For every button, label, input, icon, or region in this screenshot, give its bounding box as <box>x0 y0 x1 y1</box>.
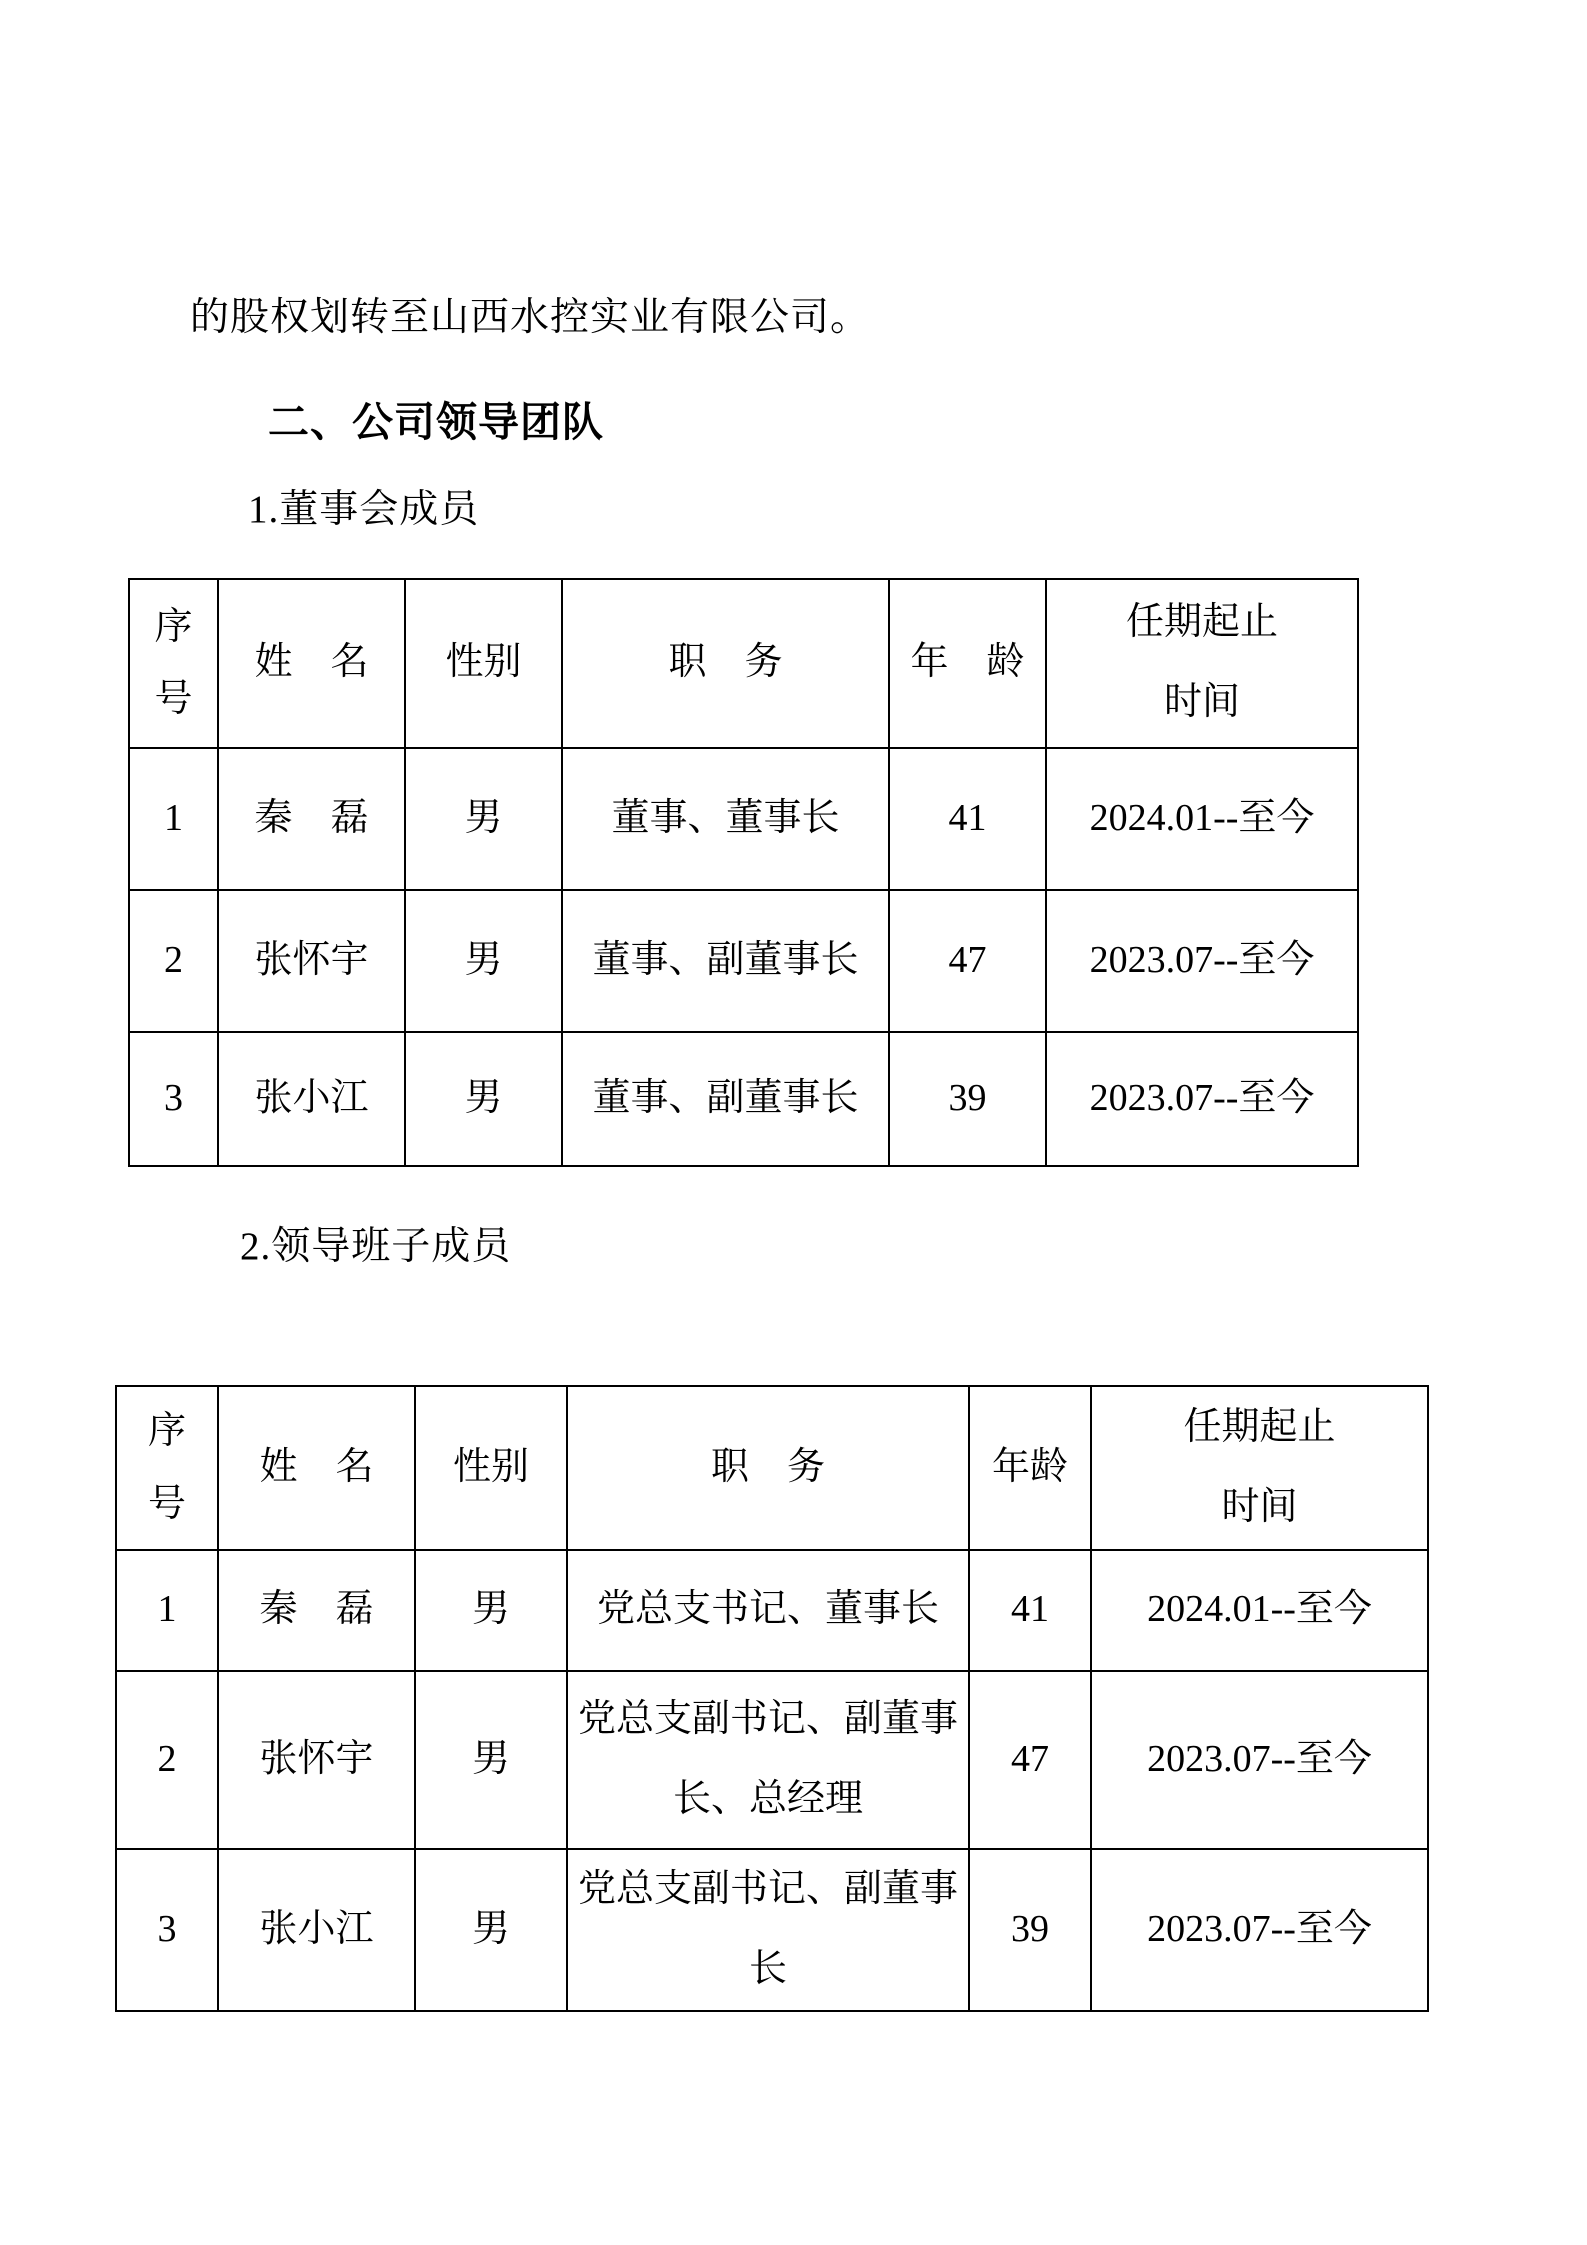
cell-name: 秦 磊 <box>218 748 405 890</box>
column-header-age: 年龄 <box>969 1386 1091 1550</box>
cell-name: 张小江 <box>218 1849 415 2011</box>
cell-name: 张怀宇 <box>218 1671 415 1849</box>
cell-gender: 男 <box>415 1671 567 1849</box>
board-members-table <box>128 578 1359 1167</box>
cell-age: 39 <box>889 1032 1046 1166</box>
cell-age: 47 <box>969 1671 1091 1849</box>
leadership-team-table <box>115 1385 1429 2012</box>
cell-age: 41 <box>969 1550 1091 1671</box>
column-header-position: 职 务 <box>562 579 889 748</box>
column-header-position: 职 务 <box>567 1386 969 1550</box>
cell-no: 2 <box>129 890 218 1032</box>
cell-name: 秦 磊 <box>218 1550 415 1671</box>
table-header-row <box>129 579 1358 748</box>
cell-name: 张小江 <box>218 1032 405 1166</box>
cell-term: 2023.07--至今 <box>1046 890 1358 1032</box>
cell-gender: 男 <box>415 1849 567 2011</box>
cell-position: 董事、副董事长 <box>562 1032 889 1166</box>
cell-term: 2023.07--至今 <box>1091 1849 1428 2011</box>
cell-no: 1 <box>129 748 218 890</box>
cell-position: 党总支书记、董事长 <box>567 1550 969 1671</box>
subsection-2-title: 2.领导班子成员 <box>240 1224 512 1268</box>
cell-position: 党总支副书记、副董事长、总经理 <box>567 1671 969 1849</box>
cell-position: 董事、副董事长 <box>562 890 889 1032</box>
cell-gender: 男 <box>405 890 562 1032</box>
cell-age: 39 <box>969 1849 1091 2011</box>
cell-gender: 男 <box>405 748 562 890</box>
cell-term: 2024.01--至今 <box>1091 1550 1428 1671</box>
column-header-age: 年 龄 <box>889 579 1046 748</box>
column-header-gender: 性别 <box>415 1386 567 1550</box>
cell-position: 党总支副书记、副董事长 <box>567 1849 969 2011</box>
table-row <box>116 1671 1428 1849</box>
column-header-term-label: 任期起止时间 <box>1183 1405 1336 1528</box>
table-row <box>129 748 1358 890</box>
column-header-no-label: 序号 <box>147 1410 186 1525</box>
section-heading: 二、公司领导团队 <box>268 398 604 445</box>
column-header-gender: 性别 <box>405 579 562 748</box>
column-header-term <box>1046 579 1358 748</box>
table-row <box>129 890 1358 1032</box>
column-header-no <box>129 579 218 748</box>
column-header-name: 姓 名 <box>218 579 405 748</box>
cell-no: 2 <box>116 1671 218 1849</box>
cell-no: 3 <box>129 1032 218 1166</box>
cell-term: 2023.07--至今 <box>1046 1032 1358 1166</box>
cell-term: 2024.01--至今 <box>1046 748 1358 890</box>
table-row <box>116 1849 1428 2011</box>
cell-name: 张怀宇 <box>218 890 405 1032</box>
intro-paragraph: 的股权划转至山西水控实业有限公司。 <box>190 296 871 339</box>
column-header-name: 姓 名 <box>218 1386 415 1550</box>
column-header-no <box>116 1386 218 1550</box>
table-row <box>129 1032 1358 1166</box>
subsection-1-title: 1.董事会成员 <box>248 487 480 531</box>
column-header-no-label: 序号 <box>154 605 193 721</box>
cell-no: 3 <box>116 1849 218 2011</box>
cell-age: 47 <box>889 890 1046 1032</box>
cell-position: 董事、董事长 <box>562 748 889 890</box>
column-header-term-label: 任期起止时间 <box>1125 601 1278 724</box>
cell-age: 41 <box>889 748 1046 890</box>
table-row <box>116 1550 1428 1671</box>
cell-gender: 男 <box>405 1032 562 1166</box>
cell-no: 1 <box>116 1550 218 1671</box>
cell-gender: 男 <box>415 1550 567 1671</box>
column-header-term <box>1091 1386 1428 1550</box>
table-header-row <box>116 1386 1428 1550</box>
cell-term: 2023.07--至今 <box>1091 1671 1428 1849</box>
